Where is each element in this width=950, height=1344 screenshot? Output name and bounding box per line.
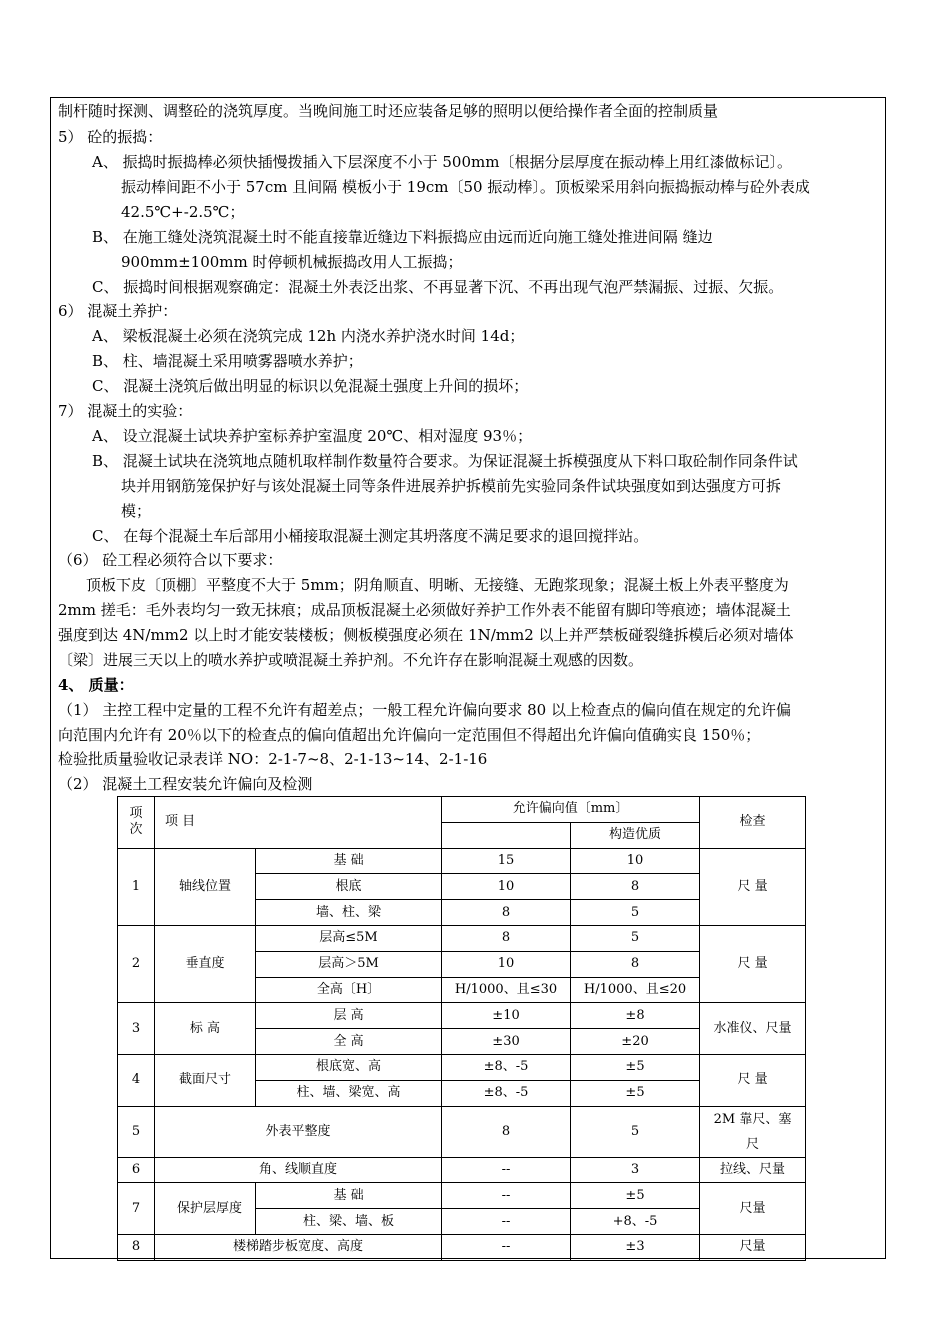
- row-no: 5: [118, 1106, 155, 1157]
- row-item: 垂直度: [155, 925, 256, 1002]
- row-value: 8: [571, 874, 700, 900]
- row-value: 3: [571, 1157, 700, 1183]
- row-no: 4: [118, 1054, 155, 1106]
- row-sub: 层 高: [256, 1003, 442, 1029]
- text-line: C、 混凝土浇筑后做出明显的标识以免混凝土强度上升间的损坏；: [92, 377, 529, 395]
- row-value: --: [442, 1234, 571, 1260]
- row-no: 3: [118, 1003, 155, 1055]
- row-value: ±5: [571, 1183, 700, 1209]
- table-row: [118, 1234, 806, 1260]
- text-line: 900mm±100mm 时停顿机械振捣改用人工振捣；: [121, 253, 463, 271]
- text-line: 向范围内允许有 20％以下的检查点的偏向值超出允许偏向一定范围但不得超出允许偏向值确实良 150％；: [58, 726, 761, 744]
- header-quality: 构造优质: [571, 822, 700, 848]
- row-item: 外表平整度: [155, 1106, 442, 1157]
- row-value: ±3: [571, 1234, 700, 1260]
- row-value: 10: [442, 874, 571, 900]
- table-row: [118, 1003, 806, 1029]
- text-line: 检验批质量验收记录表详 NO：2-1-7~8、2-1-13~14、2-1-16: [58, 750, 488, 768]
- row-sub: 基 础: [256, 1183, 442, 1209]
- section-heading: （6） 砼工程必须符合以下要求：: [58, 551, 283, 569]
- row-value: H/1000、且≤20: [571, 977, 700, 1003]
- text-line: 42.5℃+-2.5℃；: [121, 203, 245, 221]
- table-row: [118, 1157, 806, 1183]
- row-value: 10: [442, 951, 571, 977]
- row-sub: 基 础: [256, 848, 442, 874]
- text-line: 顶板下皮〔顶棚〕平整度不大于 5mm；阴角顺直、明晰、无接缝、无跑浆现象；混凝土板上外表平整度为: [86, 576, 789, 594]
- row-sub: 墙、柱、梁: [256, 900, 442, 926]
- text-line: 强度到达 4N/mm2 以上时才能安装楼板；侧板模强度必须在 1N/mm2 以上并严禁板碰裂缝拆模后必须对墙体: [58, 626, 794, 644]
- row-check: 尺 量: [700, 848, 806, 925]
- row-no: 2: [118, 925, 155, 1002]
- row-sub: 柱、梁、墙、板: [256, 1209, 442, 1235]
- row-item: 保护层厚度: [155, 1183, 256, 1235]
- row-check: 尺量: [700, 1183, 806, 1235]
- row-value: ±10: [442, 1003, 571, 1029]
- text-line: A、 梁板混凝土必须在浇筑完成 12h 内浇水养护浇水时间 14d；: [92, 327, 525, 345]
- table-row: [118, 1054, 806, 1080]
- row-no: 6: [118, 1157, 155, 1183]
- row-sub: 全高〔H〕: [256, 977, 442, 1003]
- row-check: 拉线、尺量: [700, 1157, 806, 1183]
- text-line: 振动棒间距不小于 57cm 且间隔 模板小于 19cm〔50 振动棒〕。顶板梁采用斜向振捣振动棒与砼外表成: [121, 178, 810, 196]
- row-value: ±5: [571, 1054, 700, 1080]
- section-heading: 6） 混凝土养护：: [58, 302, 178, 320]
- row-value: ±8、-5: [442, 1054, 571, 1080]
- row-value: --: [442, 1157, 571, 1183]
- row-sub: 根底: [256, 874, 442, 900]
- row-value: ±5: [571, 1080, 700, 1106]
- text-line: 块并用钢筋笼保护好与该处混凝土同等条件进展养护拆模前先实验同条件试块强度如到达强度方可拆: [121, 477, 782, 495]
- row-sub: 层高＞5M: [256, 951, 442, 977]
- row-value: ±30: [442, 1029, 571, 1055]
- text-line: B、 柱、墙混凝土采用喷雾器喷水养护；: [92, 352, 363, 370]
- row-no: 7: [118, 1183, 155, 1235]
- row-item: 楼梯踏步板宽度、高度: [155, 1234, 442, 1260]
- header-allowance: 允许偏向值〔mm〕: [442, 797, 700, 823]
- row-value: 5: [571, 900, 700, 926]
- text-line: A、 振捣时振捣棒必须快插慢拨插入下层深度不小于 500mm〔根据分层厚度在振动棒上用红漆做标记〕。: [92, 153, 792, 171]
- text-line: 2mm 搓毛：毛外表均匀一致无抹痕；成品顶板混凝土必须做好养护工作外表不能留有脚印等痕迹；墙体混凝土: [58, 601, 791, 619]
- row-value: H/1000、且≤30: [442, 977, 571, 1003]
- row-value: --: [442, 1209, 571, 1235]
- table-row: [118, 925, 806, 951]
- header-no: 项次: [118, 797, 155, 849]
- text-line: B、 在施工缝处浇筑混凝土时不能直接靠近缝边下料振捣应由远而近向施工缝处推进间隔 缝边: [92, 228, 713, 246]
- table-row: [118, 848, 806, 874]
- section-heading: 5） 砼的振捣：: [58, 128, 163, 146]
- row-value: ±20: [571, 1029, 700, 1055]
- text-line: 模；: [121, 502, 152, 520]
- row-no: 1: [118, 848, 155, 925]
- text-line: C、 在每个混凝土车后部用小桶接取混凝土测定其坍落度不满足要求的退回搅拌站。: [92, 527, 649, 545]
- row-value: 8: [571, 951, 700, 977]
- row-value: 8: [442, 1106, 571, 1157]
- row-value: 5: [571, 1106, 700, 1157]
- row-value: 5: [571, 925, 700, 951]
- row-no: 8: [118, 1234, 155, 1260]
- text-line: 〔梁〕进展三天以上的喷水养护或喷混凝土养护剂。不允许存在影响混凝土观感的因数。: [58, 651, 644, 669]
- row-check: 尺量: [700, 1234, 806, 1260]
- section-heading-quality: 4、 质量：: [58, 676, 134, 694]
- row-check: 尺 量: [700, 925, 806, 1002]
- row-sub: 层高≤5M: [256, 925, 442, 951]
- row-value: --: [442, 1183, 571, 1209]
- row-item: 截面尺寸: [155, 1054, 256, 1106]
- row-sub: 根底宽、高: [256, 1054, 442, 1080]
- row-value: 10: [571, 848, 700, 874]
- header-check: 检查: [700, 797, 806, 849]
- row-value: +8、-5: [571, 1209, 700, 1235]
- text-line: C、 振捣时间根据观察确定：混凝土外表泛出浆、不再显著下沉、不再出现气泡严禁漏振、过振、欠振。: [92, 278, 784, 296]
- row-value: ±8、-5: [442, 1080, 571, 1106]
- header-blank: [442, 822, 571, 848]
- header-item: 项 目: [155, 797, 442, 849]
- section-heading: 7） 混凝土的实验：: [58, 402, 193, 420]
- table-row: [118, 1183, 806, 1209]
- text-line: （1） 主控工程中定量的工程不允许有超差点；一般工程允许偏向要求 80 以上检查点的偏向值在规定的允许偏: [58, 701, 791, 719]
- text-line: A、 设立混凝土试块养护室标养护室温度 20℃、相对湿度 93％；: [92, 427, 533, 445]
- table-row: [118, 1106, 806, 1157]
- row-item: 轴线位置: [155, 848, 256, 925]
- row-sub: 柱、墙、梁宽、高: [256, 1080, 442, 1106]
- row-check: 尺 量: [700, 1054, 806, 1106]
- table-caption: （2） 混凝土工程安装允许偏向及检测: [58, 775, 313, 793]
- tolerance-table: [117, 796, 806, 1261]
- row-value: 8: [442, 900, 571, 926]
- row-item: 角、线顺直度: [155, 1157, 442, 1183]
- row-value: ±8: [571, 1003, 700, 1029]
- row-item: 标 高: [155, 1003, 256, 1055]
- text-line: B、 混凝土试块在浇筑地点随机取样制作数量符合要求。为保证混凝土拆模强度从下料口取砼制作同条件试: [92, 452, 798, 470]
- row-check: 2M 靠尺、塞尺: [700, 1106, 806, 1157]
- row-value: 15: [442, 848, 571, 874]
- row-sub: 全 高: [256, 1029, 442, 1055]
- table-header-row: [118, 797, 806, 823]
- text-line: 制杆随时探测、调整砼的浇筑厚度。当晚间施工时还应装备足够的照明以便给操作者全面的控制质量: [58, 102, 719, 120]
- row-value: 8: [442, 925, 571, 951]
- row-check: 水准仪、尺量: [700, 1003, 806, 1055]
